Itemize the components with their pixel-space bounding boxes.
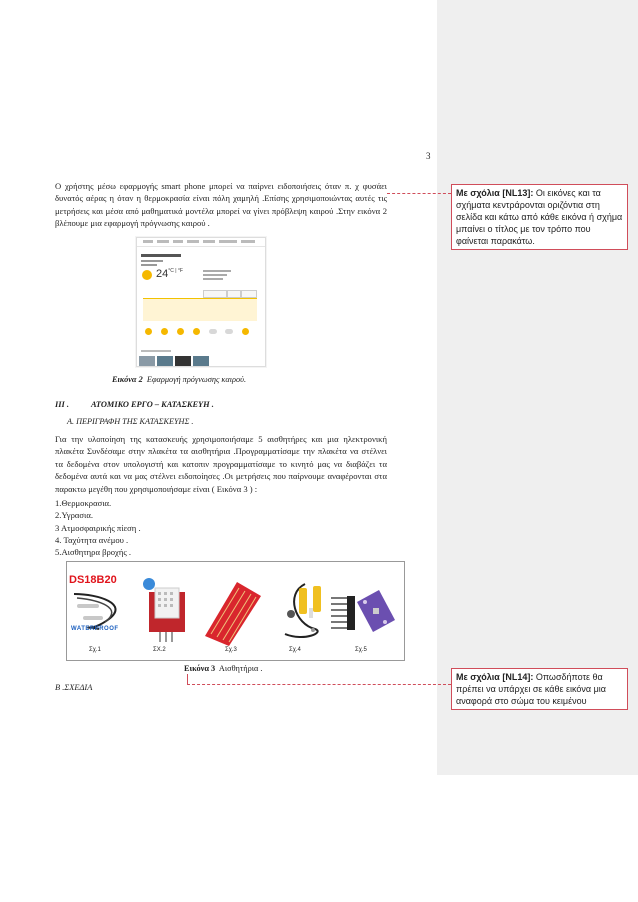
section-b-heading: Β .ΣΧΕΔΙΑ <box>55 683 93 692</box>
comment-nl13[interactable]: Με σχόλια [NL13]: Οι εικόνες και τα σχήματα κεντράρονται οριζόντια στη σελίδα και κάτω από κάθε εικόνα ή σχήμα μπαίνει ο τίτλος με τον τρόπο που φαίνεται παρακάτω. <box>451 184 628 250</box>
paragraph-intro: Ο χρήστης μέσω εφαρμογής smart phone μπορεί να παίρνει ειδοποιήσεις όταν π. χ φυσάει δυνατός αέρας η όταν η θερμοκρασία είναι πόλη χαμηλή .Επίσης χρησιμοποιώντας αυτές τις μετρήσεις και μέσα από μαθηματικά μοντέλα μπορεί να γίνει πρόβλεψη καιρού .Στην εικόνα 2 βλέπουμε μια εφαρμογή πρόγνωσης καιρού . <box>55 181 387 229</box>
weather-tabs <box>137 238 265 247</box>
cloud-icon <box>209 329 217 334</box>
list-item: 1.Θερμοκρασια. <box>55 498 112 508</box>
comment-nl14[interactable]: Με σχόλια [NL14]: Οπωσδήποτε θα πρέπει να υπάρχει σε κάθε εικόνα μια αναφορά στο σώμα του κειμένου <box>451 668 628 710</box>
comment-anchor-line <box>187 674 188 684</box>
list-item: 5.Αισθητηρα βροχής . <box>55 547 132 558</box>
page-number: 3 <box>426 151 431 161</box>
list-item: 2.Υγρασια. <box>55 510 93 521</box>
paragraph-construction: Για την υλοποίηση της κατασκευής χρησιμοποιήσαμε 5 αισθητήρες και μια ηλεκτρονική πλακέτα Συνδέσαμε στην πλακέτα τα αισθητήρια .Προγραμματίσαμε την πλακέτα να στέλνει τα δεδομένα στον υπολογιστή και κατοπιν προγραμματίσαμε το κινητό μας να διαβάζει τα δεδομένα αυτά και να μας στέλνει ειδοποίησες .Οι μετρήσεις που παίρνουμε αναφέρονται στα παρακτω μεγέθη που χρησιμοποιήσαμε είναι ( Εικόνα 3 ) : <box>55 434 387 494</box>
figure2-caption: Εικόνα 2 Εφαρμογή πρόγνωσης καιρού. <box>112 375 247 384</box>
figure3-caption: Εικόνα 3 Αισθητήρια . <box>184 664 263 673</box>
label-sx4: Σχ.4 <box>289 647 301 653</box>
ds18b20-title: DS18B20 <box>69 574 117 586</box>
list-item: 4. Ταχύτητα ανέμου . <box>55 534 129 545</box>
sun-icon <box>161 328 168 335</box>
sun-icon <box>193 328 200 335</box>
label-sx1: Σχ.1 <box>89 647 101 653</box>
label-sx2: ΣΧ.2 <box>153 647 166 653</box>
humidity-sensor-image <box>139 574 201 646</box>
temperature-readout: $24^{^\circ C | ^\circ F}$ <box>156 268 183 280</box>
label-sx3: Σχ.3 <box>225 647 237 653</box>
comment-margin-pane <box>437 0 638 775</box>
cloud-icon <box>225 329 233 334</box>
comment-connector <box>387 193 451 194</box>
comment-connector <box>187 684 451 685</box>
temperature-probe-image <box>69 574 139 646</box>
waterproof-label: WATERPROOF <box>71 626 119 632</box>
daily-forecast <box>143 322 257 344</box>
sun-icon <box>145 328 152 335</box>
sun-icon <box>177 328 184 335</box>
temperature-chart <box>143 298 257 321</box>
pressure-sensor-image <box>329 574 401 646</box>
section-heading: III . ΑΤΟΜΙΚΟ ΕΡΓΟ – ΚΑΤΑΣΚΕΥΗ . <box>55 400 214 409</box>
list-item: 3 Ατμοσφαιρικής πίεση . <box>55 522 141 533</box>
location-line <box>141 254 181 257</box>
temperature-tab-button <box>203 290 227 298</box>
sensor-list <box>55 497 141 558</box>
rain-sensor-image <box>201 574 265 646</box>
sun-icon <box>142 270 152 280</box>
sun-icon <box>242 328 249 335</box>
sensors-image <box>66 561 405 661</box>
wind-tab-button <box>241 290 257 298</box>
rain-tab-button <box>227 290 241 298</box>
weather-app-image <box>136 237 266 367</box>
subsection-heading: Α. ΠΕΡΙΓΡΑΦΗ ΤΗΣ ΚΑΤΑΣΚΕΥΗΣ . <box>67 417 194 426</box>
label-sx5: Σχ.5 <box>355 647 367 653</box>
